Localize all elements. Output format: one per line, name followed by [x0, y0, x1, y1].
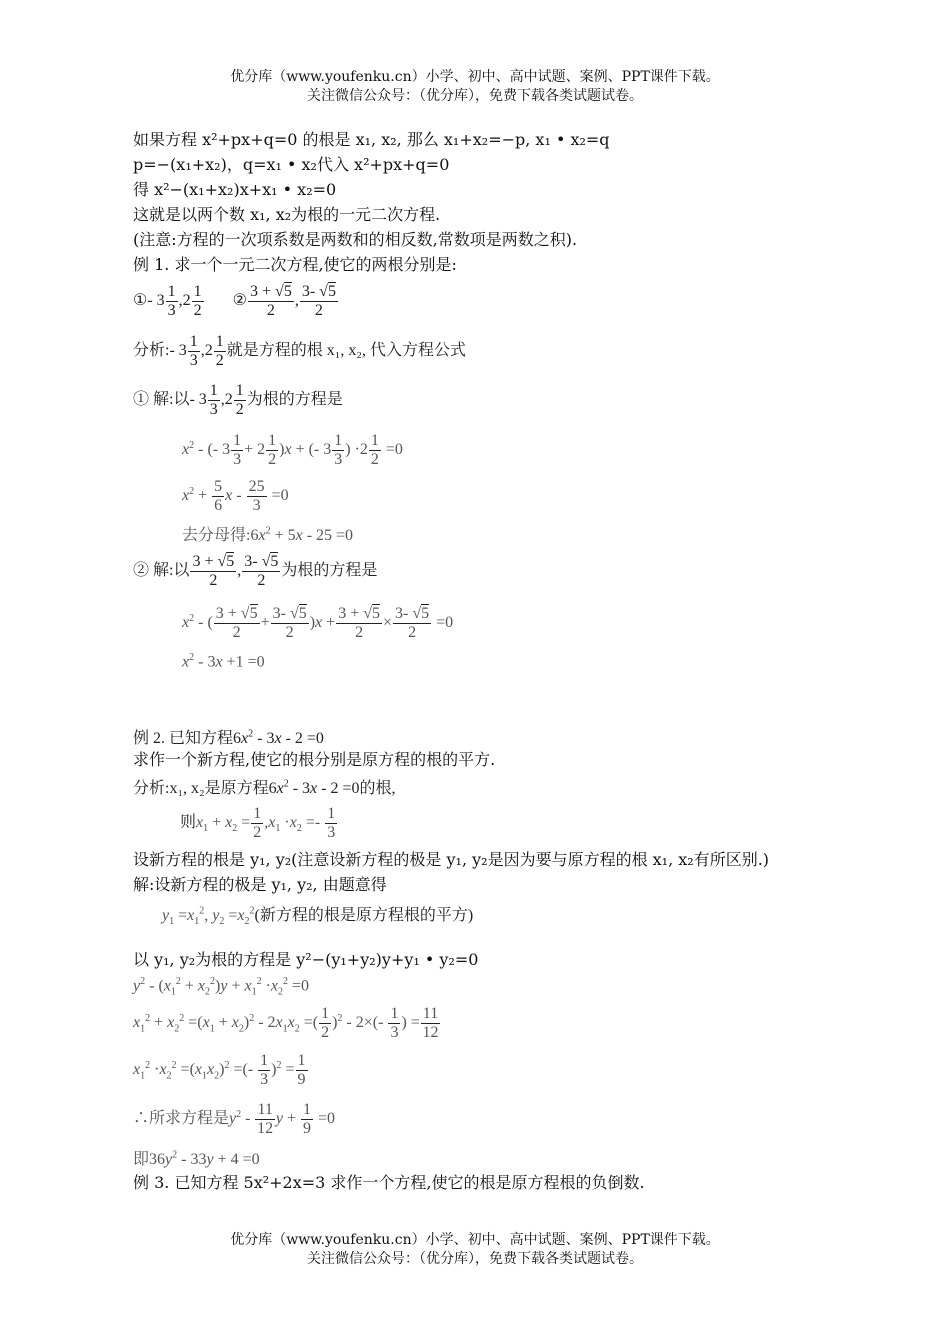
- then-label: 则: [180, 814, 197, 832]
- example1-analysis: 分析:- 3 $\frac{1}{3}$ ,2 $\frac{1}{2}$ 就是方程的根 x₁, x₂, 代入方程公式: [133, 333, 466, 369]
- intro-line-3: 得 x²−(x₁+x₂)x+x₁ • x₂=0: [133, 180, 337, 199]
- solution2-prefix: ② 解:以: [133, 562, 190, 580]
- solution2-intro: ② 解:以 $\frac{3 + √5}{2}$ , $\frac{3- √5}{2}$ 为根的方程是: [133, 553, 378, 589]
- header-line-1: 优分库（www.youfenku.cn）小学、初中、高中试题、案例、PPT课件下载。: [230, 69, 720, 85]
- footer-line-2: 关注微信公众号：（优分库），免费下载各类试题试卷。: [307, 1251, 643, 1267]
- example2-eq-line: 以 y₁, y₂为根的方程是 y²−(y₁+y₂)y+y₁ • y₂=0: [133, 950, 479, 969]
- example2-step3: $x_1^2 \cdot x_2^2 =(x_1x_2)^2$ =(- $\frac{1}{3}$ )$^2$ = $\frac{1}{9}$: [133, 1052, 306, 1088]
- solution1-suffix: 为根的方程是: [246, 391, 343, 409]
- example2-title-prefix: 例 2. 已知方程: [133, 730, 234, 747]
- example2-solution: 解:设新方程的极是 y₁, y₂, 由题意得: [133, 875, 387, 894]
- example2-title: 例 2. 已知方程$6x^2 - 3x - 2 =0$: [133, 728, 324, 747]
- example1-title: 例 1. 求一个一元二次方程,使它的两根分别是:: [133, 255, 457, 274]
- solution1-prefix: ① 解:以: [133, 391, 190, 409]
- intro-line-1: 如果方程 x²+px+q=0 的根是 x₁, x₂, 那么 x₁+x₂=−p, x₁ • x₂=q: [133, 130, 610, 149]
- intro-line-2: p=−(x₁+x₂)，q=x₁ • x₂代入 x²+px+q=0: [133, 155, 450, 174]
- footer-line-1: 优分库（www.youfenku.cn）小学、初中、高中试题、案例、PPT课件下载。: [230, 1232, 720, 1248]
- result-label: ∴所求方程是: [133, 1110, 230, 1128]
- example2-analysis: 分析:x₁, x₂是原方程$6x^2 - 3x - 2 =0$的根,: [133, 778, 396, 797]
- solution1-step3: 去分母得$:6x^2 + 5x - 25 =0$: [182, 525, 354, 544]
- example2-analysis-suffix: 的根,: [359, 780, 396, 797]
- example2-squares: $y_1 =x_1^2$, $y_2 =x_2^2$(新方程的根是原方程根的平方): [162, 905, 474, 928]
- squares-note: (新方程的根是原方程根的平方): [254, 907, 474, 924]
- solution1-intro: ① 解:以- 3 $\frac{1}{3}$ ,2 $\frac{1}{2}$ 为根的方程是: [133, 382, 343, 418]
- example3-title: 例 3. 已知方程 5x²+2x=3 求作一个方程,使它的根是原方程根的负倒数.: [133, 1173, 645, 1192]
- intro-line-4: 这就是以两个数 x₁, x₂为根的一元二次方程.: [133, 205, 441, 224]
- example2-final: 即$36y^2 - 33y + 4 =0$: [133, 1149, 260, 1168]
- example2-step2: $x_1^2 + x_2^2 =(x_1 + x_2)^2 - 2x_1x_2$ =( $\frac{1}{2}$ )$^2$ - 2×(- $\frac{1}{3}$ ) = $\frac{11}{12}$: [133, 1005, 439, 1041]
- note-line: (注意:方程的一次项系数是两数和的相反数,常数项是两数之积).: [133, 230, 578, 249]
- example2-line2: 求作一个新方程,使它的根分别是原方程的根的平方.: [133, 750, 496, 769]
- solution1-step1: $x^2$ - (- 3 $\frac{1}{3}$ + 2 $\frac{1}{2}$ )x + (- 3 $\frac{1}{3}$ ) ·2 $\frac{1}{2}$ =0: [182, 432, 403, 468]
- example1-roots: ①- 3 $\frac{1}{3}$ ,2 $\frac{1}{2}$ ② $\frac{3 + √5}{2}$ , $\frac{3- √5}{2}$: [133, 283, 336, 319]
- example2-result: ∴所求方程是$y^2$ - $\frac{11}{12}$ y + $\frac{1}{9}$ =0: [133, 1101, 336, 1137]
- solution1-step2: $x^2$ + $\frac{5}{6}$ x - $\frac{25}{3}$ =0: [182, 478, 289, 514]
- solution2-step1: $x^2$ - ( $\frac{3 + √5}{2}$ + $\frac{3- √5}{2}$ )x + $\frac{3 + √5}{2}$ × $\frac{3- √5}{2}$ =0: [182, 605, 454, 641]
- final-label: 即: [133, 1151, 150, 1168]
- analysis-suffix: 就是方程的根 x₁, x₂, 代入方程公式: [226, 342, 466, 360]
- example2-vieta: 则$x_1 + x_2$ = $\frac{1}{2}$ $,x_1 \cdot x_2$ =- $\frac{1}{3}$: [180, 805, 336, 841]
- header-line-2: 关注微信公众号：（优分库），免费下载各类试题试卷。: [307, 88, 643, 104]
- step3-label: 去分母得:: [182, 527, 251, 544]
- example2-analysis-prefix: 分析:x₁, x₂是原方程: [133, 780, 269, 797]
- example2-let: 设新方程的根是 y₁, y₂(注意设新方程的极是 y₁, y₂是因为要与原方程的根 x₁, x₂有所区别.): [133, 850, 770, 869]
- solution2-step2: $x^2 - 3x +1 =0$: [182, 652, 265, 671]
- solution2-suffix: 为根的方程是: [281, 562, 378, 580]
- example2-step1: $y^2 - (x_1^2 + x_2^2)y + x_1^2 \cdot x_2^2 =0$: [133, 976, 310, 998]
